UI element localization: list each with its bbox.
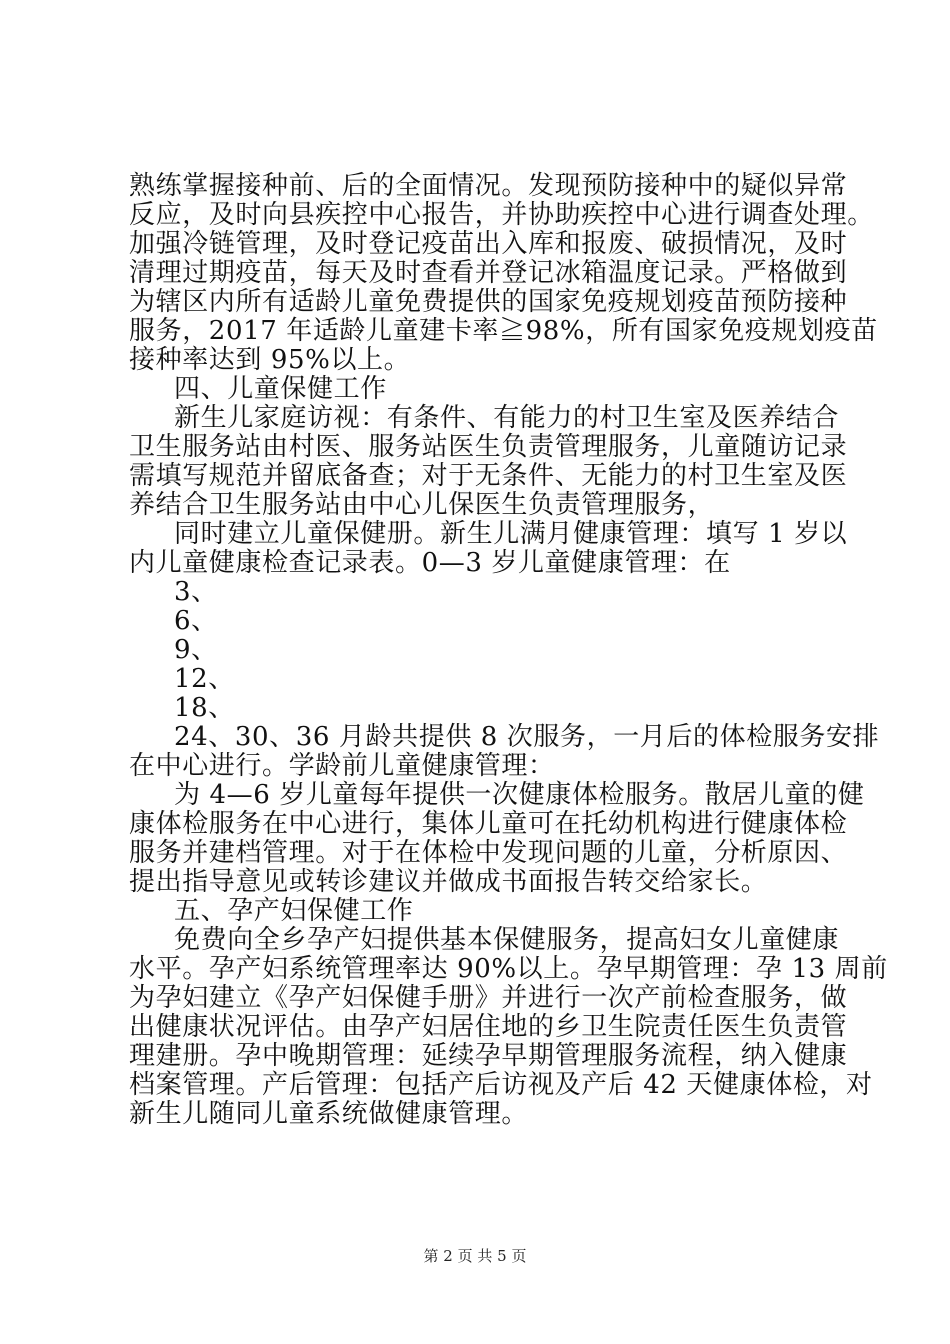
text-line: 需填写规范并留底备查；对于无条件、无能力的村卫生室及医 <box>129 461 848 491</box>
text-line: 养结合卫生服务站由中心儿保医生负责管理服务， <box>129 490 715 520</box>
text-line: 服务并建档管理。对于在体检中发现问题的儿童，分析原因、 <box>129 838 848 868</box>
text-line: 3、 <box>174 577 218 607</box>
text-line: 新生儿家庭访视：有条件、有能力的村卫生室及医养结合 <box>174 403 840 433</box>
text-line: 18、 <box>174 693 235 723</box>
section-heading: 四、儿童保健工作 <box>174 374 387 404</box>
text-line: 为 4—6 岁儿童每年提供一次健康体检服务。散居儿童的健 <box>174 780 865 810</box>
text-line: 服务，2017 年适龄儿童建卡率≧98%，所有国家免疫规划疫苗 <box>129 316 878 346</box>
text-line: 卫生服务站由村医、服务站医生负责管理服务，儿童随访记录 <box>129 432 848 462</box>
text-line: 理建册。孕中晚期管理：延续孕早期管理服务流程，纳入健康 <box>129 1041 848 1071</box>
text-line: 档案管理。产后管理：包括产后访视及产后 42 天健康体检，对 <box>129 1070 873 1100</box>
text-line: 为孕妇建立《孕产妇保健手册》并进行一次产前检查服务，做 <box>129 983 848 1013</box>
text-line: 内儿童健康检查记录表。0—3 岁儿童健康管理：在 <box>129 548 731 578</box>
text-line: 出健康状况评估。由孕产妇居住地的乡卫生院责任医生负责管 <box>129 1012 848 1042</box>
text-line: 康体检服务在中心进行，集体儿童可在托幼机构进行健康体检 <box>129 809 848 839</box>
text-line: 提出指导意见或转诊建议并做成书面报告转交给家长。 <box>129 867 768 897</box>
document-body <box>129 171 888 1129</box>
text-line: 清理过期疫苗，每天及时查看并登记冰箱温度记录。严格做到 <box>129 258 848 288</box>
text-line: 免费向全乡孕产妇提供基本保健服务，提高妇女儿童健康 <box>174 925 840 955</box>
text-line: 在中心进行。学龄前儿童健康管理： <box>129 751 555 781</box>
text-line: 水平。孕产妇系统管理率达 90%以上。孕早期管理：孕 13 周前 <box>129 954 888 984</box>
section-heading: 五、孕产妇保健工作 <box>174 896 414 926</box>
text-line: 熟练掌握接种前、后的全面情况。发现预防接种中的疑似异常 <box>129 171 848 201</box>
text-line: 24、30、36 月龄共提供 8 次服务，一月后的体检服务安排 <box>174 722 880 752</box>
text-line: 9、 <box>174 635 218 665</box>
text-line: 加强冷链管理，及时登记疫苗出入库和报废、破损情况，及时 <box>129 229 848 259</box>
text-line: 同时建立儿童保健册。新生儿满月健康管理：填写 1 岁以 <box>174 519 848 549</box>
text-line: 12、 <box>174 664 235 694</box>
text-line: 为辖区内所有适龄儿童免费提供的国家免疫规划疫苗预防接种 <box>129 287 848 317</box>
text-line: 新生儿随同儿童系统做健康管理。 <box>129 1099 529 1129</box>
text-line: 6、 <box>174 606 218 636</box>
text-line: 反应，及时向县疾控中心报告，并协助疾控中心进行调查处理。 <box>129 200 874 230</box>
page-number-footer: 第 2 页 共 5 页 <box>423 1247 527 1265</box>
text-line: 接种率达到 95%以上。 <box>129 345 411 375</box>
